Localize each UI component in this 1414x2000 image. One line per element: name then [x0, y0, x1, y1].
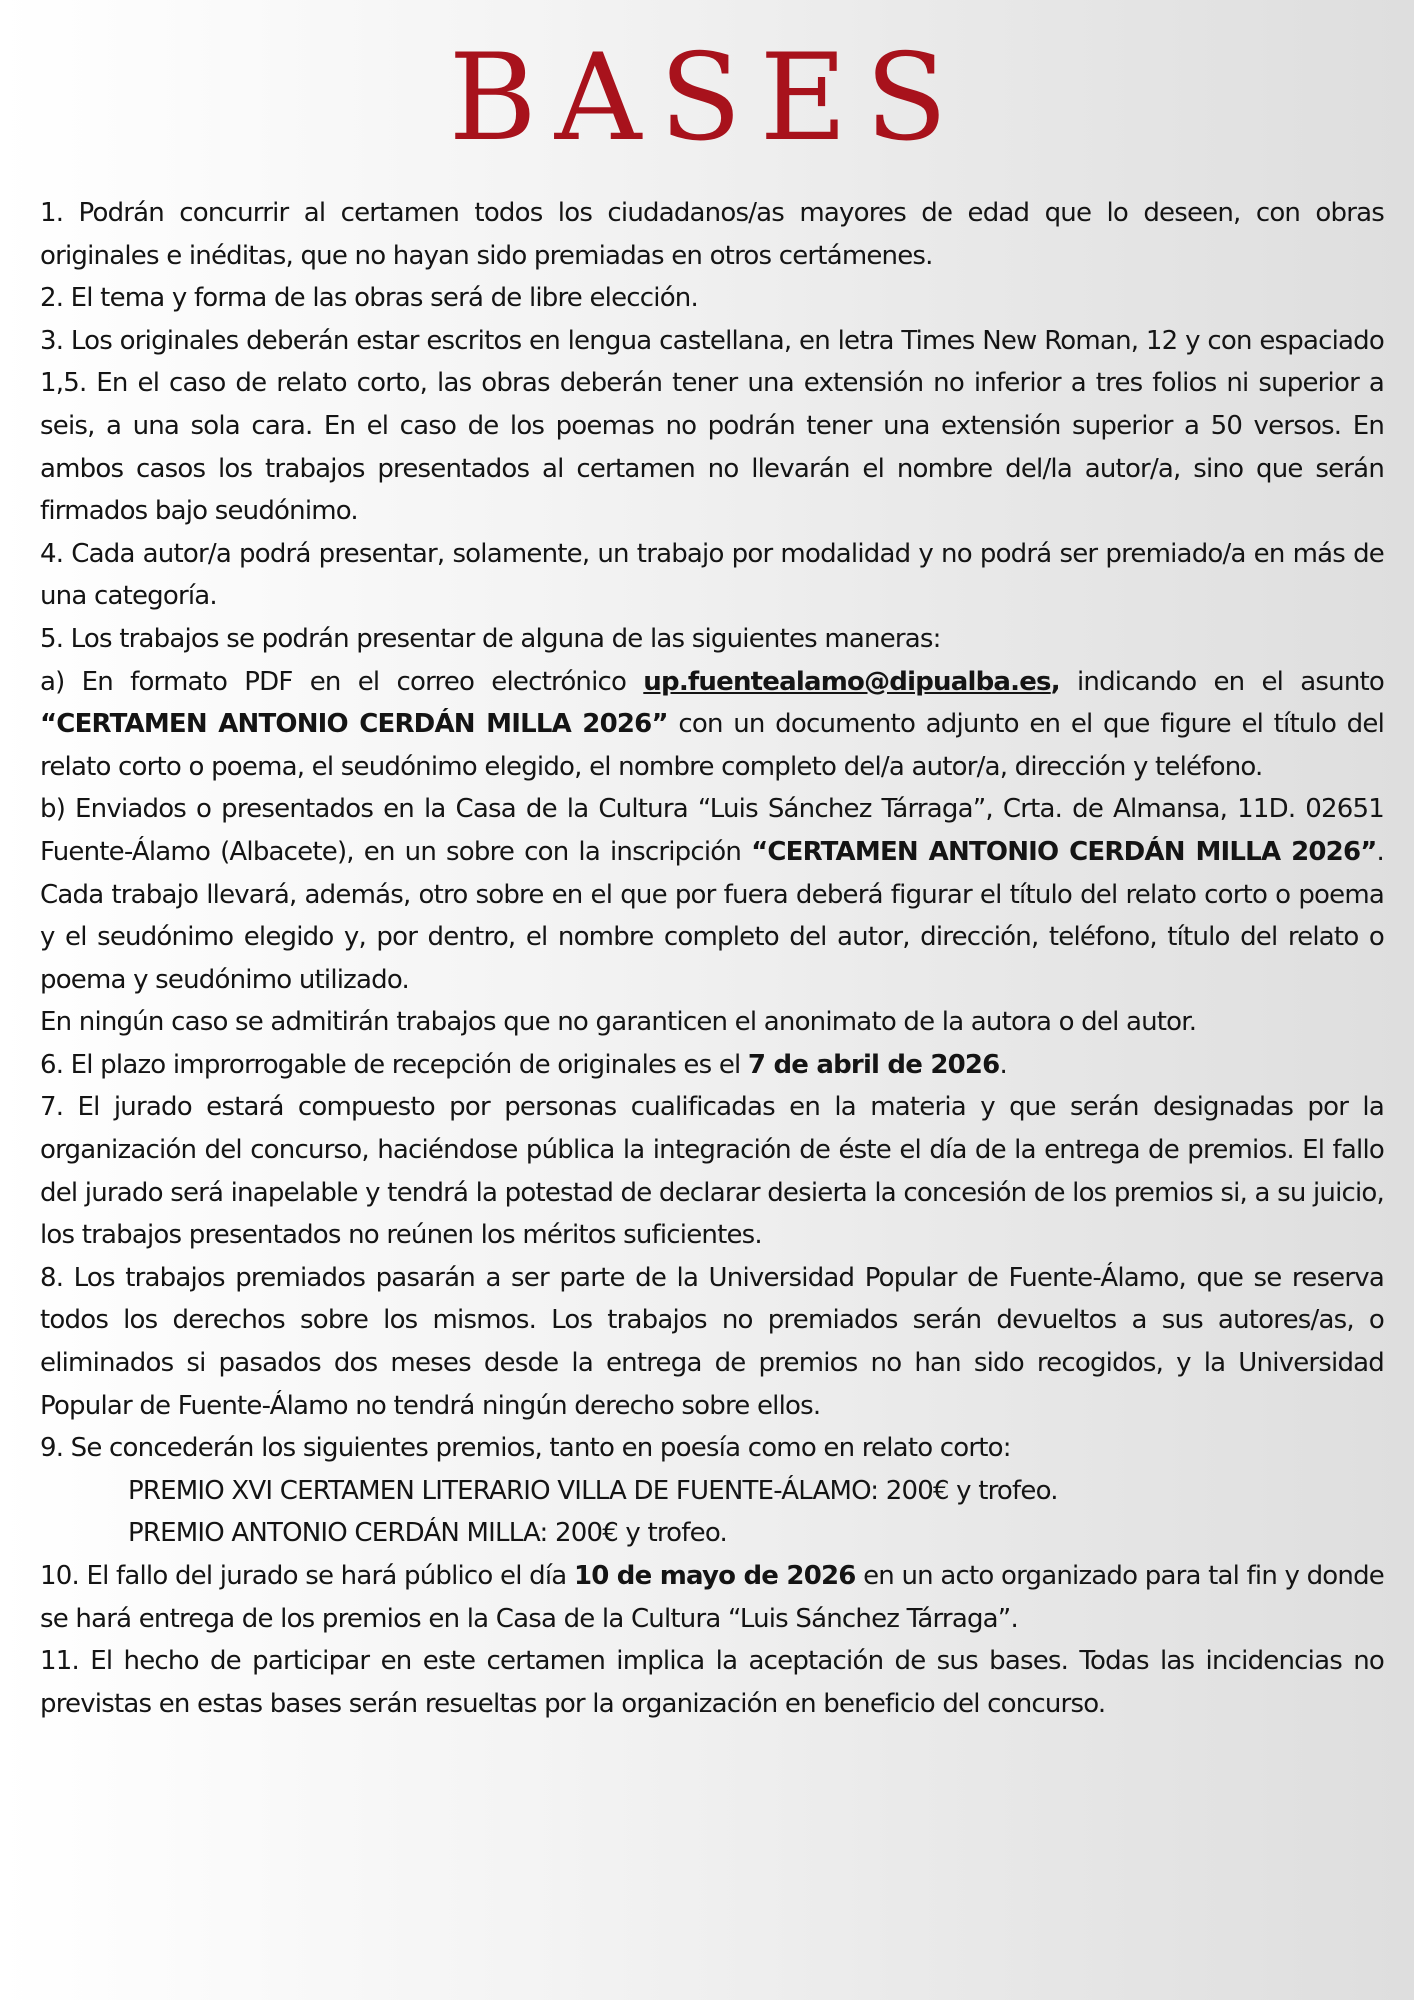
- rule-5a-mid: indicando en el asunto: [1059, 666, 1384, 697]
- rule-11: 11. El hecho de participar en este certamen implica la aceptación de sus bases. Todas las incidencias no previstas en estas bases serán resueltas por la organización en beneficio del concurso.: [40, 1646, 1384, 1719]
- rule-5a-pre: a) En formato PDF en el correo electrónico: [40, 666, 644, 697]
- rule-5b-post: . Cada trabajo llevará, además, otro sobre en el que por fuera deberá figurar el título del relato corto o poema y el seudónimo elegido y, por dentro, el nombre completo del autor, dirección, teléfono, título del relato o poema y seudónimo utilizado.: [40, 836, 1384, 995]
- rule-5a: [40, 661, 1384, 789]
- rule-5: 5. Los trabajos se podrán presentar de alguna de las siguientes maneras:: [40, 623, 941, 654]
- rule-5a-post: con un documento adjunto en el que figure el título del relato corto o poema, el seudónimo elegido, el nombre completo del/a autor/a, dirección y teléfono.: [40, 709, 1384, 782]
- prize-item: PREMIO ANTONIO CERDÁN MILLA: 200€ y trofeo.: [128, 1518, 727, 1549]
- rule-10: [40, 1555, 1384, 1640]
- rule-1: 1. Podrán concurrir al certamen todos los ciudadanos/as mayores de edad que lo deseen, con obras originales e inéditas, que no hayan sido premiadas en otros certámenes.: [40, 198, 1384, 271]
- rule-9: 9. Se concederán los siguientes premios, tanto en poesía como en relato corto:: [40, 1433, 1011, 1464]
- email-link[interactable]: up.fuentealamo@dipualba.es: [643, 666, 1051, 697]
- rule-5b-pre: b) Enviados o presentados en la Casa de la Cultura “Luis Sánchez Tárraga”, Crta. de Almansa, 11D. 02651 Fuente-Álamo (Albacete), en un sobre con la inscripción: [40, 794, 1384, 867]
- title-area: [0, 0, 1414, 192]
- rule-7: 7. El jurado estará compuesto por personas cualificadas en la materia y que serán designadas por la organización del concurso, haciéndose pública la integración de éste el día de la entrega de premios. El fallo del jurado será inapelable y tendrá la potestad de declarar desierta la concesión de los premios si, a su juicio, los trabajos presentados no reúnen los méritos suficientes.: [40, 1092, 1384, 1251]
- rule-6-post: .: [999, 1049, 1007, 1080]
- rule-5c: En ningún caso se admitirán trabajos que no garanticen el anonimato de la autora o del autor.: [40, 1007, 1197, 1038]
- rules-body: [40, 192, 1384, 1725]
- rule-10-post: en un acto organizado para tal fin y donde se hará entrega de los premios en la Casa de la Cultura “Luis Sánchez Tárraga”.: [40, 1561, 1384, 1634]
- rule-8: 8. Los trabajos premiados pasarán a ser parte de la Universidad Popular de Fuente-Álamo, que se reserva todos los derechos sobre los mismos. Los trabajos no premiados serán devueltos a sus autores/as, o eliminados si pasados dos meses desde la entrega de premios no han sido recogidos, y la Universidad Popular de Fuente-Álamo no tendrá ningún derecho sobre ellos.: [40, 1262, 1384, 1421]
- rule-10-pre: 10. El fallo del jurado se hará público el día: [40, 1561, 574, 1591]
- prize-item: PREMIO XVI CERTAMEN LITERARIO VILLA DE FUENTE-ÁLAMO: 200€ y trofeo.: [128, 1475, 1058, 1506]
- rule-4: 4. Cada autor/a podrá presentar, solamente, un trabajo por modalidad y no podrá ser premiado/a en más de una categoría.: [40, 538, 1384, 612]
- rule-5b: [40, 788, 1384, 1001]
- rule-6-pre: 6. El plazo improrrogable de recepción de originales es el: [40, 1049, 748, 1080]
- page-title: BASES: [448, 29, 966, 168]
- rule-6: [40, 1044, 1384, 1087]
- award-date: 10 de mayo de 2026: [573, 1561, 856, 1591]
- rule-5a-comma: ,: [1050, 666, 1060, 697]
- rule-2: 2. El tema y forma de las obras será de libre elección.: [40, 283, 698, 314]
- rule-5a-subject: “CERTAMEN ANTONIO CERDÁN MILLA 2026”: [40, 709, 668, 740]
- rule-3: 3. Los originales deberán estar escritos en lengua castellana, en letra Times New Roman, 12 y con espaciado 1,5. En el caso de relato corto, las obras deberán tener una extensión no inferior a tres folios ni superior a seis, a una sola cara. En el caso de los poemas no podrán tener una extensión superior a 50 versos. En ambos casos los trabajos presentados al certamen no llevarán el nombre del/la autor/a, sino que serán firmados bajo seudónimo.: [40, 325, 1384, 527]
- deadline-date: 7 de abril de 2026: [747, 1049, 1000, 1080]
- rule-5b-subject: “CERTAMEN ANTONIO CERDÁN MILLA 2026”: [751, 836, 1377, 867]
